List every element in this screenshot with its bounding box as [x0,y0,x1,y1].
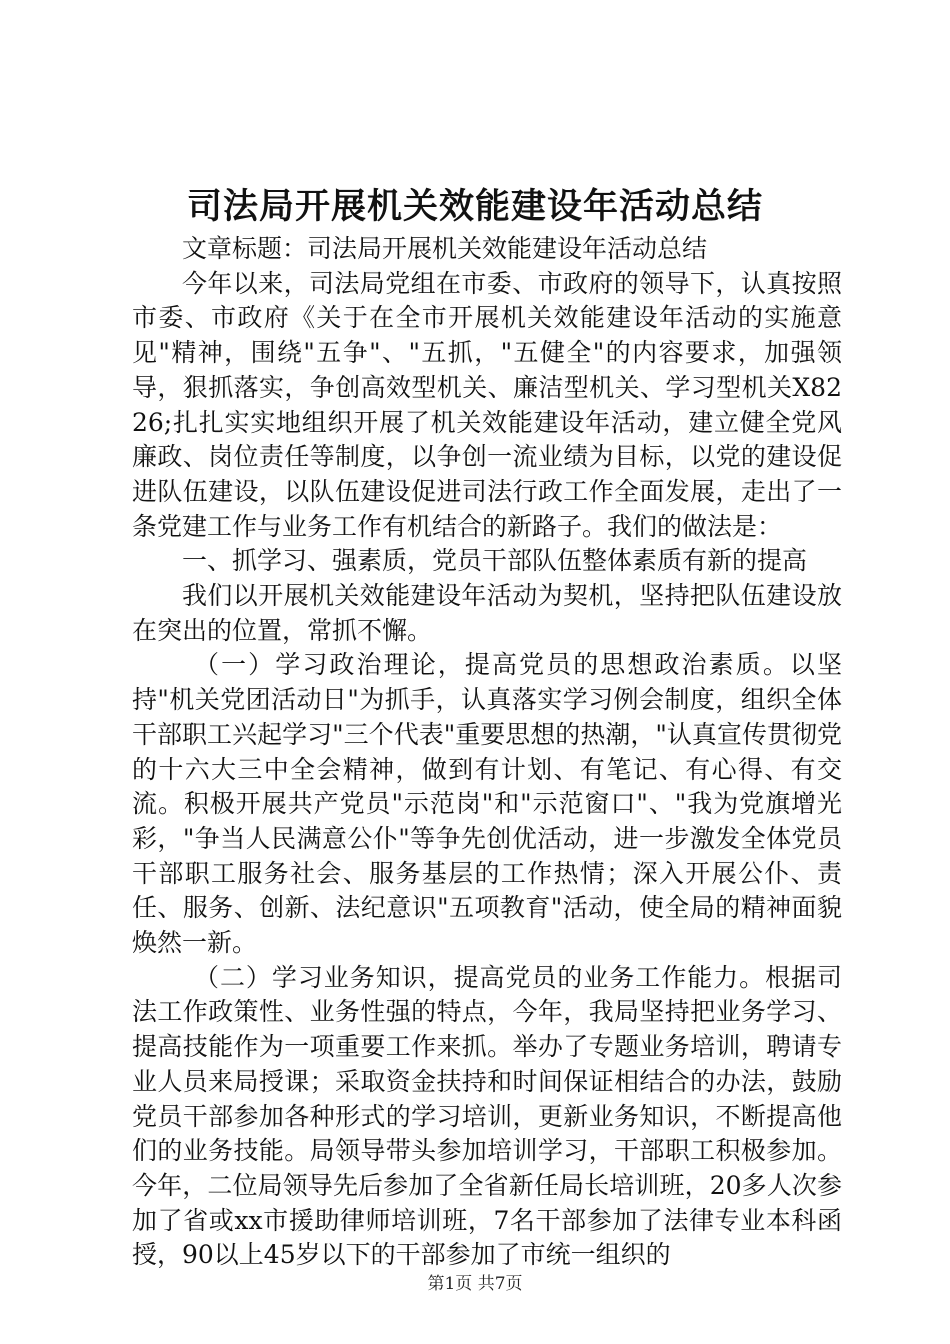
document-body [132,232,842,1273]
paragraph-intro: 今年以来，司法局党组在市委、市政府的领导下，认真按照市委、市政府《关于在全市开展机关效能建设年活动的实施意见"精神，围绕"五争"、"五抓，"五健全"的内容要求，加强领导，狠抓落实，争创高效型机关、廉洁型机关、学习型机关X8226;扎扎实实地组织开展了机关效能建设年活动，建立健全党风廉政、岗位责任等制度，以争创一流业绩为目标，以党的建设促进队伍建设，以队伍建设促进司法行政工作全面发展，走出了一条党建工作与业务工作有机结合的新路子。我们的做法是： [132,268,842,541]
document-title: 司法局开展机关效能建设年活动总结 [186,186,763,227]
page-number-footer: 第1页 共7页 [427,1274,523,1294]
article-title-line: 文章标题：司法局开展机关效能建设年活动总结 [182,234,708,263]
paragraph-section-1: 我们以开展机关效能建设年活动为契机，坚持把队伍建设放在突出的位置，常抓不懈。 [132,581,842,645]
paragraph-subsection-2: （二）学习业务知识，提高党员的业务工作能力。根据司法工作政策性、业务性强的特点，今年，我局坚持把业务学习、提高技能作为一项重要工作来抓。举办了专题业务培训，聘请专业人员来局授课；采取资金扶持和时间保证相结合的办法，鼓励党员干部参加各种形式的学习培训，更新业务知识，不断提高他们的业务技能。局领导带头参加培训学习，干部职工积极参加。今年，二位局领导先后参加了全省新任局长培训班，20多人次参加了省或xx市援助律师培训班，7名干部参加了法律专业本科函授，90以上45岁以下的干部参加了市统一组织的 [132,962,842,1270]
paragraph-subsection-1: （一）学习政治理论，提高党员的思想政治素质。以坚持"机关党团活动日"为抓手，认真落实学习例会制度，组织全体干部职工兴起学习"三个代表"重要思想的热潮，"认真宣传贯彻党的十六大三中全会精神，做到有计划、有笔记、有心得、有交流。积极开展共产党员"示范岗"和"示范窗口"、"我为党旗增光彩，"争当人民满意公仆"等争先创优活动，进一步激发全体党员干部职工服务社会、服务基层的工作热情；深入开展公仆、责任、服务、创新、法纪意识"五项教育"活动，使全局的精神面貌焕然一新。 [132,650,842,958]
section-heading-1: 一、抓学习、强素质，党员干部队伍整体素质有新的提高 [182,546,808,576]
